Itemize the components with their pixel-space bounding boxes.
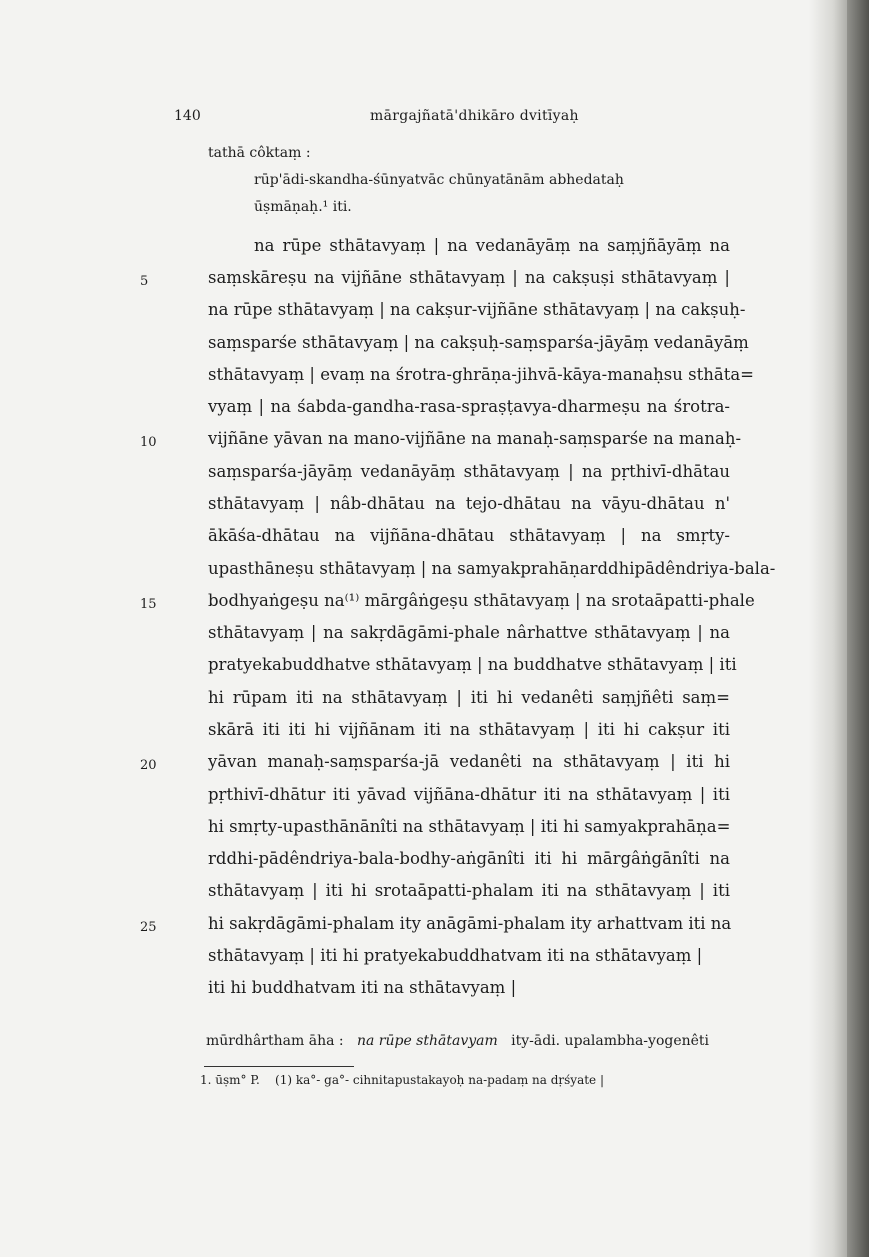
body-line: hi sakṛdāgāmi-phalam ity anāgāmi-phalam ity arhattvam iti na: [208, 914, 732, 933]
body-line: hi rūpam iti na sthātavyaṃ | iti hi vedanêti saṃjñêti saṃ=: [208, 688, 730, 707]
page-binding-shadow: [847, 0, 869, 1257]
body-line: vijñāne yāvan na mano-vijñāne na manaḥ-saṃsparśe na manaḥ-: [208, 429, 742, 448]
line-number: 15: [140, 597, 157, 612]
body-line: iti hi buddhatvam iti na sthātavyaṃ |: [208, 978, 517, 997]
body-line: saṃsparśa-jāyāṃ vedanāyāṃ sthātavyaṃ | na pṛthivī-dhātau: [208, 462, 730, 481]
body-line: sthātavyaṃ | na sakṛdāgāmi-phale nârhattve sthātavyaṃ | na: [208, 623, 730, 642]
body-line: saṃsparśe sthātavyaṃ | na cakṣuḥ-saṃsparśa-jāyāṃ vedanāyāṃ: [208, 333, 749, 352]
line-number: 5: [140, 274, 149, 289]
quote-line: ūṣmāṇaḥ.¹ iti.: [254, 199, 352, 215]
body-line: na rūpe sthātavyaṃ | na cakṣur-vijñāne sthātavyaṃ | na cakṣuḥ-: [208, 300, 746, 319]
body-line: ākāśa-dhātau na vijñāna-dhātau sthātavyaṃ | na smṛty-: [208, 526, 730, 545]
body-line: yāvan manaḥ-saṃsparśa-jā vedanêti na sthātavyaṃ | iti hi: [208, 752, 730, 771]
line-number: 25: [140, 920, 157, 935]
footnotes: 1. ūṣm° P. (1) ka°- ga°- cihnitapustakayoḥ na-padaṃ na dṛśyate |: [200, 1073, 605, 1087]
body-line: sthātavyaṃ | evaṃ na śrotra-ghrāṇa-jihvā-kāya-manaḥsu sthāta=: [208, 365, 754, 384]
intro-line: tathā côktaṃ :: [208, 145, 311, 161]
body-line: upasthāneṣu sthātavyaṃ | na samyakprahāṇarddhipādêndriya-bala-: [208, 559, 776, 578]
body-line: sthātavyaṃ | iti hi srotaāpatti-phalam iti na sthātavyaṃ | iti: [208, 881, 730, 900]
body-line: sthātavyaṃ | nâb-dhātau na tejo-dhātau na vāyu-dhātau n': [208, 494, 730, 513]
line-number: 20: [140, 758, 157, 773]
body-line: vyaṃ | na śabda-gandha-rasa-spraṣṭavya-dharmeṣu na śrotra-: [208, 397, 730, 416]
body-line: pratyekabuddhatve sthātavyaṃ | na buddhatve sthātavyaṃ | iti: [208, 655, 737, 674]
running-title: mārgajñatā'dhikāro dvitīyaḥ: [370, 108, 579, 124]
body-line: pṛthivī-dhātur iti yāvad vijñāna-dhātur iti na sthātavyaṃ | iti: [208, 785, 730, 804]
footnote-rule: [204, 1066, 354, 1067]
commentary-tail: ity-ādi. upalambha-yogenêti: [511, 1033, 710, 1049]
page-number: 140: [174, 108, 201, 124]
body-line: bodhyaṅgeṣu na⁽¹⁾ mārgâṅgeṣu sthātavyaṃ | na srotaāpatti-phale: [208, 591, 755, 610]
commentary-line: [206, 1033, 762, 1049]
commentary-quote: na rūpe sthātavyam: [356, 1033, 498, 1049]
body-line: rddhi-pādêndriya-bala-bodhy-aṅgānîti iti hi mārgâṅgānîti na: [208, 849, 730, 868]
line-number: 10: [140, 435, 157, 450]
quote-line: rūp'ādi-skandha-śūnyatvāc chūnyatānām abhedataḥ: [254, 172, 624, 188]
body-line: sthātavyaṃ | iti hi pratyekabuddhatvam iti na sthātavyaṃ |: [208, 946, 703, 965]
body-line: saṃskāreṣu na vijñāne sthātavyaṃ | na cakṣuṣi sthātavyaṃ |: [208, 268, 730, 287]
body-line: na rūpe sthātavyaṃ | na vedanāyāṃ na saṃjñāyāṃ na: [254, 236, 730, 255]
body-line: skārā iti iti hi vijñānam iti na sthātavyaṃ | iti hi cakṣur iti: [208, 720, 730, 739]
body-line: hi smṛty-upasthānānîti na sthātavyaṃ | iti hi samyakprahāṇa=: [208, 817, 731, 836]
commentary-lead: mūrdhârtham āha :: [206, 1033, 344, 1049]
